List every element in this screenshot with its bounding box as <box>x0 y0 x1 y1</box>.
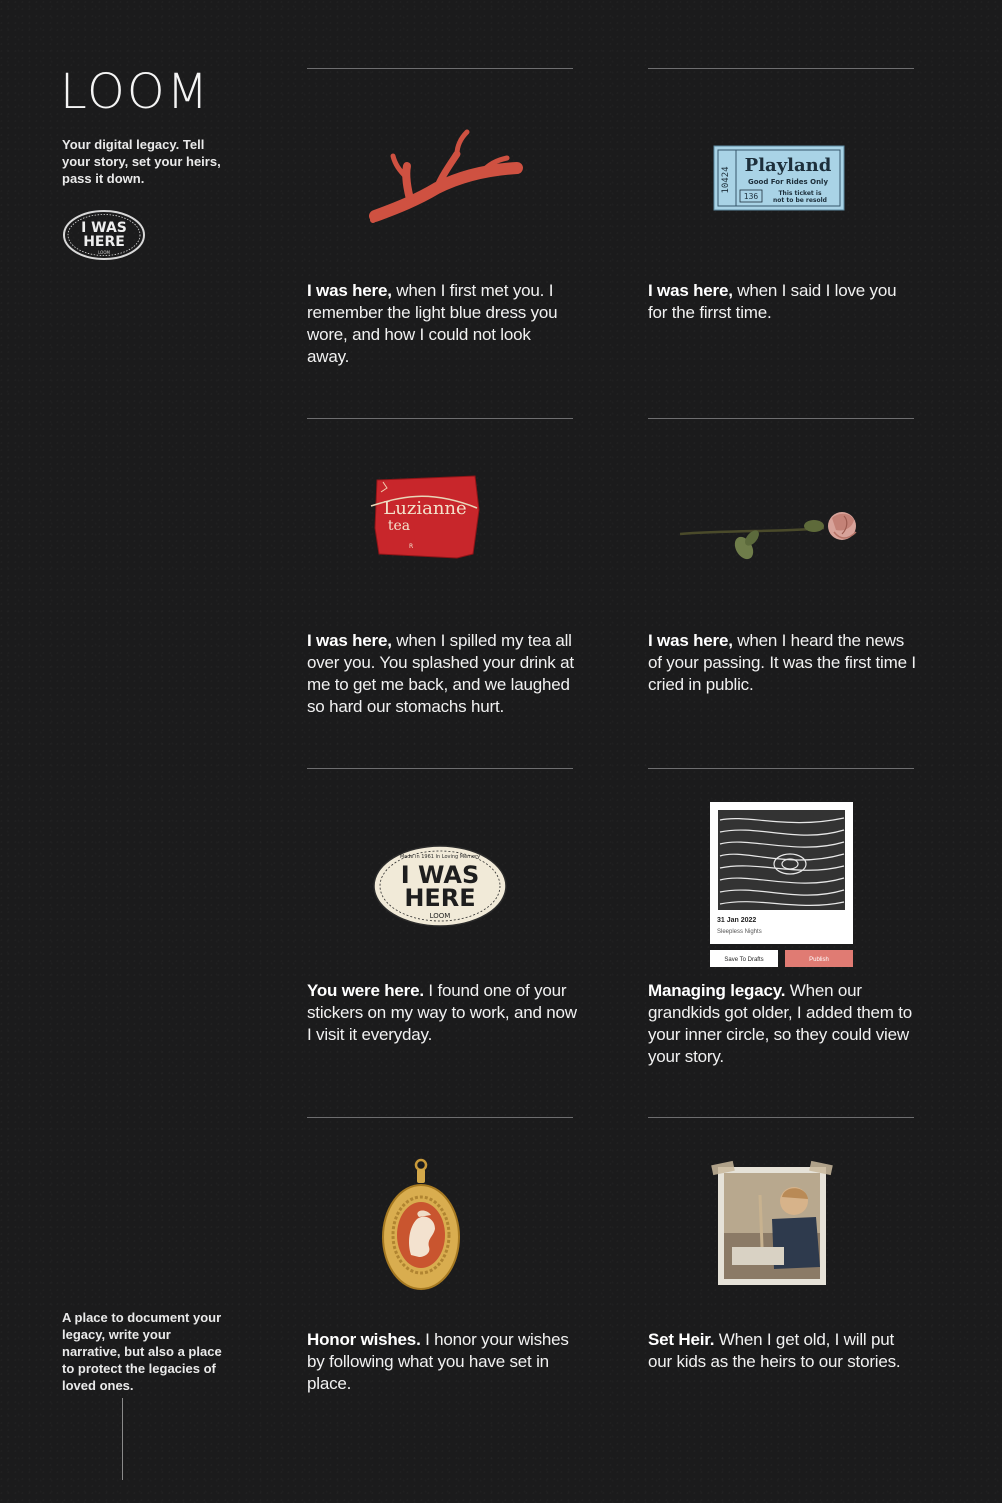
card-lead: Set Heir. <box>648 1330 715 1349</box>
card-body: When I get old, I will put our kids as the heirs to our stories. <box>648 1330 901 1371</box>
card-lead: Managing legacy. <box>648 981 786 1000</box>
logo-text: LOOM <box>60 64 211 120</box>
journal-date: 31 Jan 2022 <box>717 917 757 924</box>
divider-line <box>122 1398 123 1480</box>
journal-icon <box>648 790 914 980</box>
sticker-small-text: LOOM <box>429 912 451 920</box>
card-body: when I spilled my tea all over you. You splashed your drink at me to get me back, and we laughed so hard our stomachs hurt. <box>307 631 574 716</box>
card-text <box>307 280 577 368</box>
tea-line1: Luzianne <box>383 498 467 519</box>
card-rule <box>307 768 573 769</box>
card-rule <box>307 68 573 69</box>
card-text <box>648 280 918 324</box>
i-was-here-badge-icon <box>62 209 146 261</box>
publish-label: Publish <box>809 957 829 963</box>
card-lead: I was here, <box>648 631 733 650</box>
card-lead: You were here. <box>307 981 424 1000</box>
card-text <box>307 630 577 718</box>
about-text: A place to document your legacy, write your narrative, but also a place to protect the legacies of loved ones. <box>62 1310 222 1393</box>
journal-subtitle: Sleepless Nights <box>717 929 762 935</box>
photo-icon <box>648 1157 914 1327</box>
card-body: When our grandkids got older, I added them to your inner circle, so they could view your story. <box>648 981 913 1066</box>
card-lead: I was here, <box>307 631 392 650</box>
ticket-number-2: 136 <box>743 192 759 201</box>
ticket-title: Playland <box>744 155 832 176</box>
card-text <box>648 1329 918 1373</box>
sticker-top-text: Made in 1961 In Loving Memory <box>399 854 481 860</box>
card-rule <box>307 1117 573 1118</box>
rose-icon <box>648 458 914 628</box>
ticket-number: 10424 <box>721 166 731 194</box>
sticker-icon <box>307 808 573 978</box>
card-lead: I was here, <box>307 281 392 300</box>
teabag-icon <box>307 458 573 628</box>
card-lead: I was here, <box>648 281 733 300</box>
card-text <box>307 1329 577 1395</box>
coral-icon <box>307 108 573 278</box>
card-body: I found one of your stickers on my way to work, and now I visit it everyday. <box>307 981 577 1044</box>
ticket-icon <box>648 108 914 278</box>
card-rule <box>648 418 914 419</box>
card-text <box>648 980 918 1068</box>
ticket-line1: Good For Rides Only <box>747 178 829 186</box>
card-rule <box>648 768 914 769</box>
tea-line2: tea <box>387 518 411 534</box>
card-rule <box>648 68 914 69</box>
card-text <box>648 630 918 696</box>
card-rule <box>648 1117 914 1118</box>
card-lead: Honor wishes. <box>307 1330 421 1349</box>
card-body: when I first met you. I remember the light blue dress you wore, and how I could not look away. <box>307 281 558 366</box>
loom-logo[interactable] <box>60 64 220 120</box>
card-rule <box>307 418 573 419</box>
locket-icon <box>307 1157 573 1327</box>
save-to-drafts-label: Save To Drafts <box>724 957 764 963</box>
sticker-line2: HERE <box>404 884 476 912</box>
svg-text:R: R <box>409 543 414 550</box>
badge-small-text: LOOM <box>98 250 110 255</box>
card-body: I honor your wishes by following what you have set in place. <box>307 1330 569 1393</box>
badge-line2: HERE <box>83 234 125 250</box>
ticket-line3: not to be resold <box>773 197 827 204</box>
sticker-line1: I WAS <box>400 861 480 889</box>
card-body: when I said I love you for the firrst time. <box>648 281 897 322</box>
badge-line1: I WAS <box>81 220 127 236</box>
card-text <box>307 980 577 1046</box>
card-body: when I heard the news of your passing. It was the first time I cried in public. <box>648 631 916 694</box>
ticket-line2: This ticket is <box>778 190 822 197</box>
tagline: Your digital legacy. Tell your story, set your heirs, pass it down. <box>62 137 221 186</box>
